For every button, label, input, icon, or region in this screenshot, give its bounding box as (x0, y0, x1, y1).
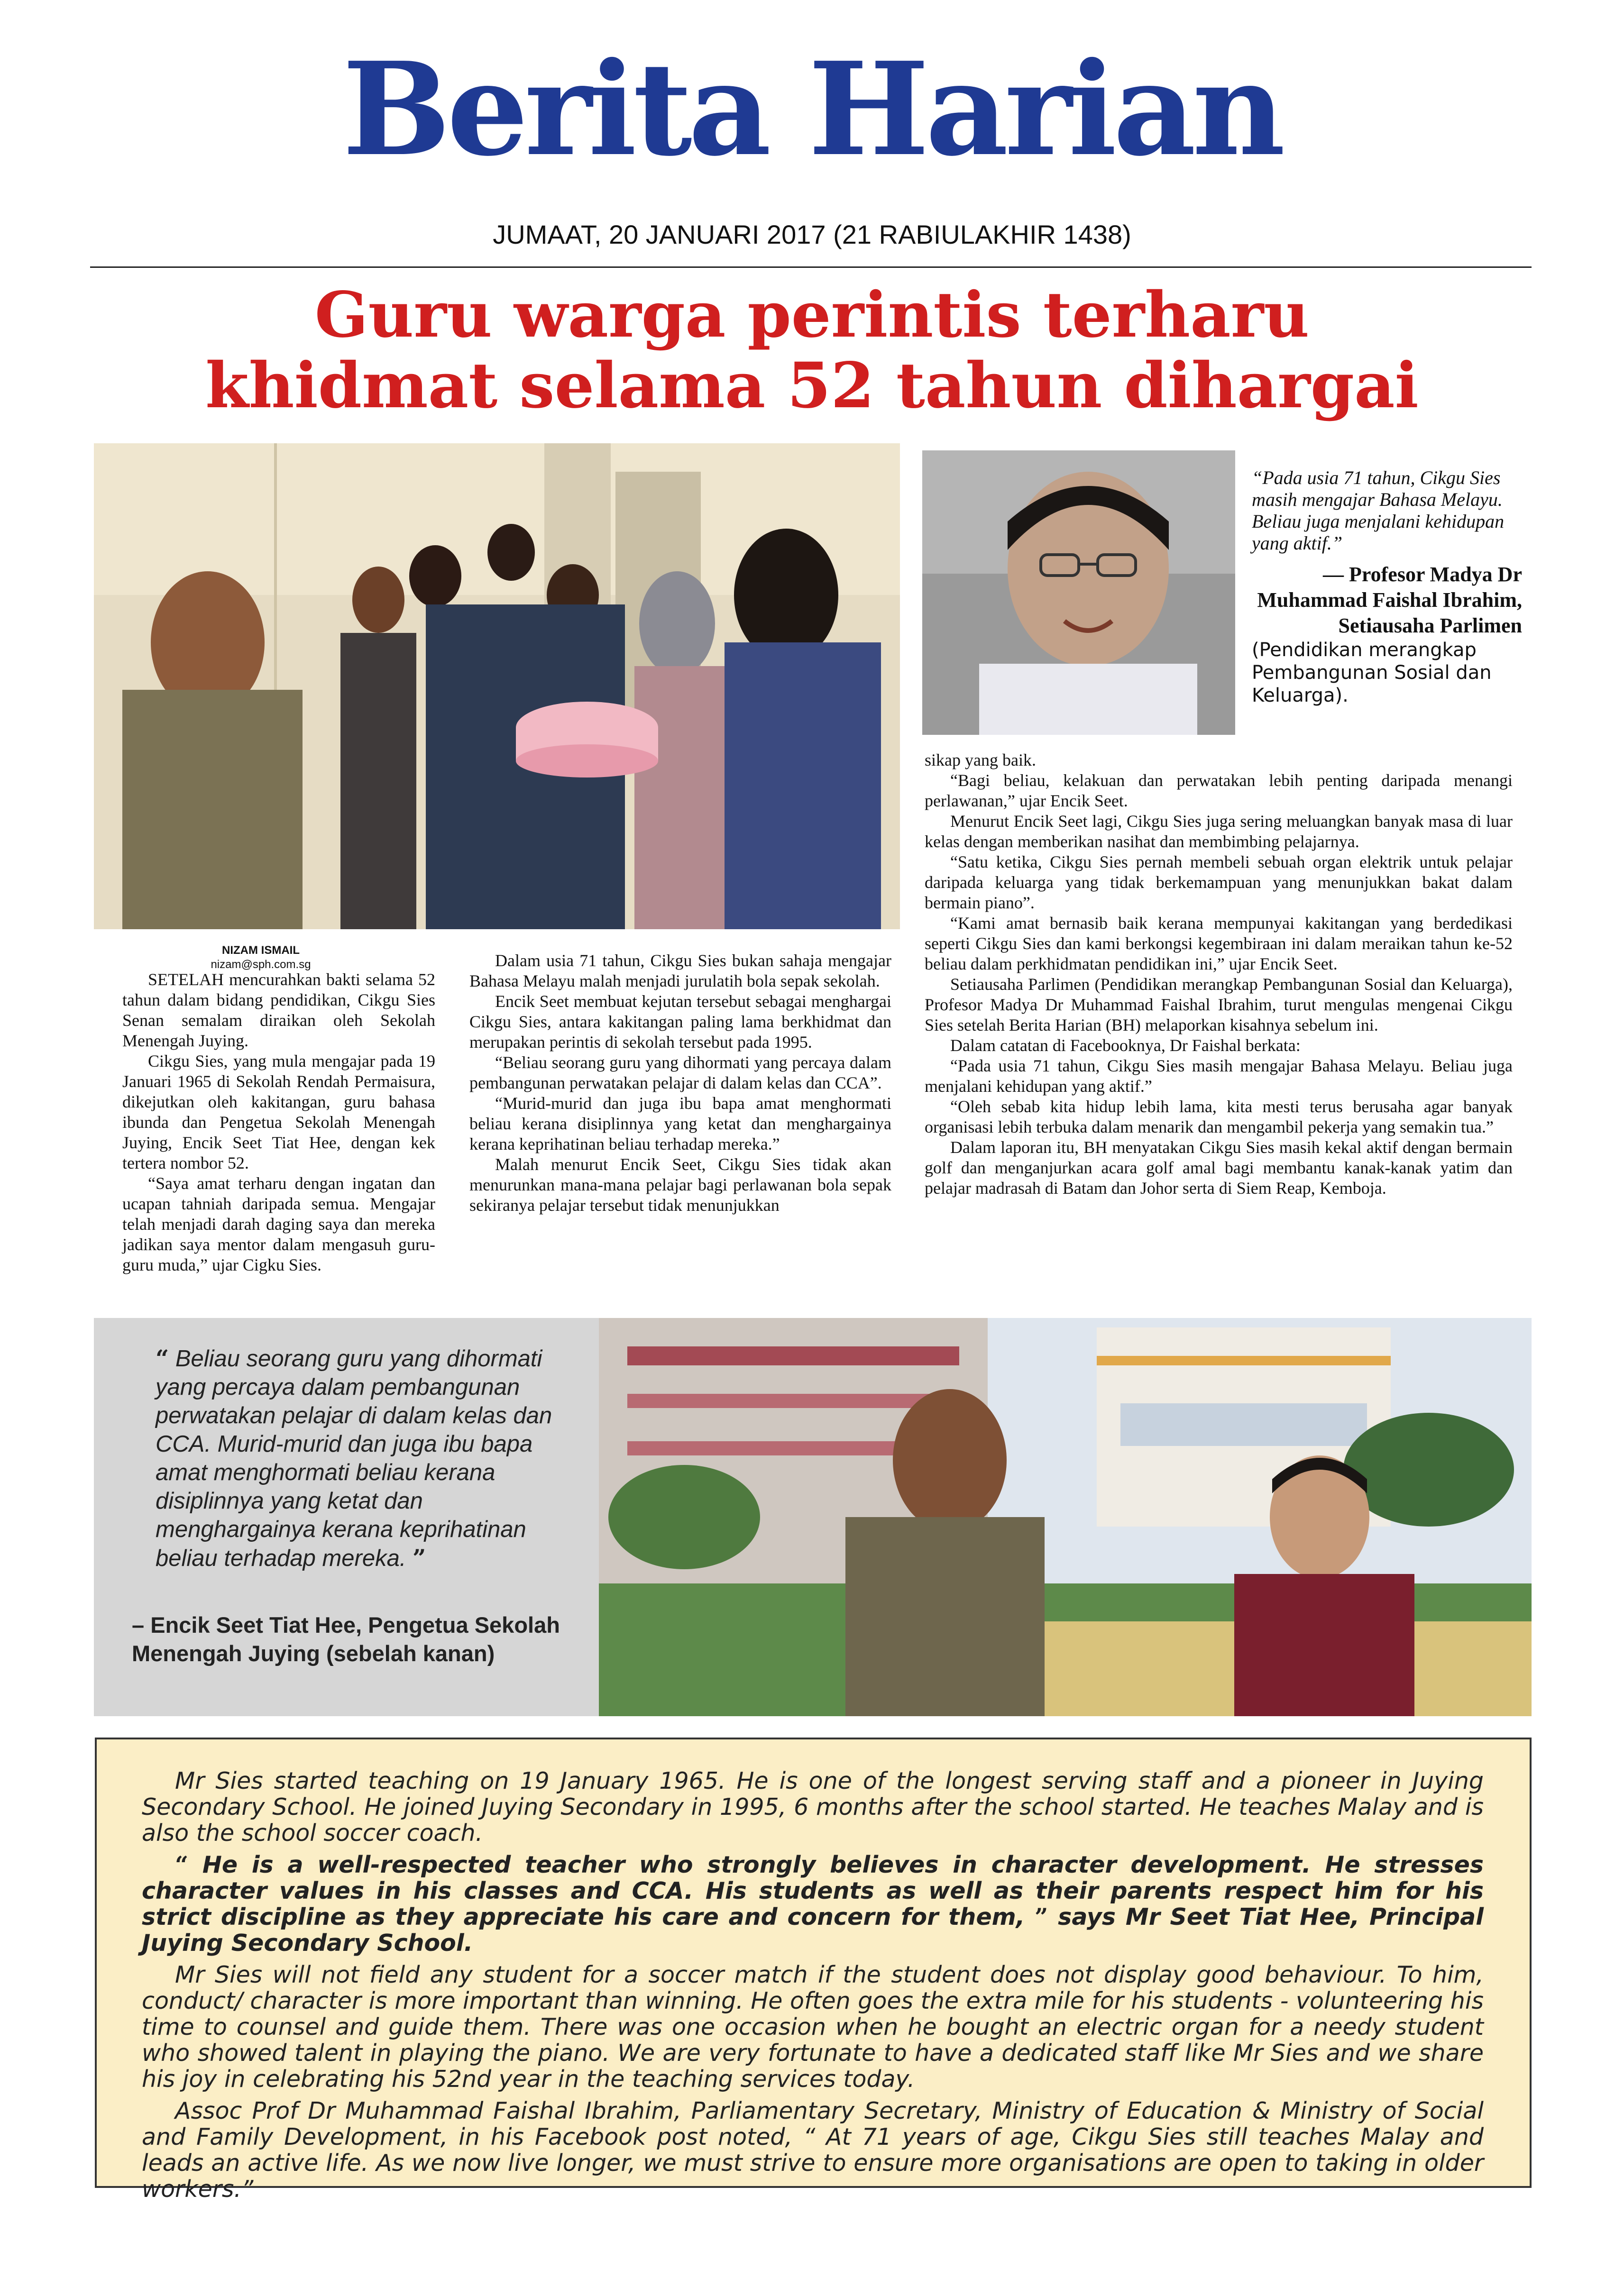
paragraph: “Beliau seorang guru yang dihormati yang percaya dalam pembangunan perwatakan pelajar di dalam kelas dan CCA”. (469, 1053, 891, 1092)
sidebar-attribution-department: (Pendidikan merangkap Pembangunan Sosial dan Keluarga). (1252, 639, 1492, 706)
paragraph: Dalam catatan di Facebooknya, Dr Faishal berkata: (950, 1036, 1301, 1055)
quote-box (94, 1318, 599, 1716)
article-column-1 (122, 970, 435, 1275)
headline-line-2: khidmat selama 52 tahun dihargai (205, 349, 1419, 423)
english-quote: He is a well-respected teacher who strongly believes in character development. He stresses character values in his classes and CCA. His students as well as their parents respect him for his strict discipline as they appreciate his care and concern for them, (142, 1851, 1484, 1930)
paragraph: Malah menurut Encik Seet, Cikgu Sies tidak akan menurunkan mana-mana pelajar bagi perlawanan bola sepak sekiranya pelajar tersebut tidak menunjukkan (469, 1155, 891, 1215)
paragraph: sikap yang baik. (925, 750, 1036, 769)
portrait-photo (922, 450, 1235, 735)
paragraph: “Oleh sebab kita hidup lebih lama, kita mesti terus berusaha agar banyak organisasi lebih terbuka dalam menarik dan mengambil pekerja yang semakin tua.” (925, 1097, 1513, 1136)
paragraph: Encik Seet membuat kejutan tersebut sebagai menghargai Cikgu Sies, antara kakitangan paling lama berkhidmat dan merupakan perintis di sekolah tersebut pada 1995. (469, 992, 891, 1052)
paragraph: “Satu ketika, Cikgu Sies pernah membeli sebuah organ elektrik untuk pelajar daripada keluarga yang tidak berkemampuan yang menunjukkan bakat dalam bermain piano”. (925, 852, 1513, 912)
english-quote-attribution: says Mr Seet Tiat Hee, Principal Juying Secondary School. (142, 1903, 1484, 1957)
quote-open-mark: “ (175, 1851, 189, 1878)
paragraph: “Pada usia 71 tahun, Cikgu Sies masih mengajar Bahasa Melayu. Beliau juga menjalani kehidupan yang aktif.” (925, 1056, 1513, 1096)
paragraph: SETELAH mencurahkan bakti selama 52 tahun dalam bidang pendidikan, Cikgu Sies Senan semalam diraikan oleh Sekolah Menengah Juying. (122, 970, 435, 1050)
headline (0, 280, 1624, 421)
sidebar-quote: “Pada usia 71 tahun, Cikgu Sies masih mengajar Bahasa Melayu. Beliau juga menjalani kehidupan yang aktif.” (1252, 467, 1505, 554)
quote-box-text (156, 1344, 582, 1573)
paragraph: Dalam usia 71 tahun, Cikgu Sies bukan sahaja mengajar Bahasa Melayu malah menjadi jurulatih bola sepak sekolah. (469, 951, 891, 990)
photo-credit (95, 943, 427, 972)
principal-photo (599, 1318, 1532, 1716)
english-summary-box (95, 1738, 1532, 2203)
quote-open-mark: “ (156, 1345, 169, 1372)
english-paragraph-1: Mr Sies started teaching on 19 January 1965. He is one of the longest serving staff and a pioneer in Juying Secondary School. He joined Juying Secondary in 1995, 6 months after the school started. He teaches Malay and is also the school soccer coach. (142, 1767, 1484, 1847)
english-paragraph-4: Assoc Prof Dr Muhammad Faishal Ibrahim, Parliamentary Secretary, Ministry of Education & Ministry of Social and Family Development, in his Facebook post noted, “ At 71 years of age, Cikgu Sies still teaches Malay and leads an active life. As we now live longer, we must strive to ensure more organisations are open to taking in older workers.” (142, 2097, 1484, 2203)
paragraph: Cikgu Sies, yang mula mengajar pada 19 Januari 1965 di Sekolah Rendah Permaisura, dikejutkan oleh kakitangan, guru bahasa ibunda dan Pengetua Sekolah Menengah Juying, Encik Seet Tiat Hee, dengan kek tertera nombor 52. (122, 1052, 435, 1172)
headline-line-1: Guru warga perintis terharu (314, 278, 1310, 352)
english-summary-text (142, 1768, 1484, 2208)
article-column-3 (925, 750, 1513, 1198)
quote-box-attribution: – Encik Seet Tiat Hee, Pengetua Sekolah Menengah Juying (sebelah kanan) (132, 1612, 560, 1666)
photo-credit-email: nizam@sph.com.sg (211, 958, 311, 971)
dateline: JUMAAT, 20 JANUARI 2017 (21 RABIULAKHIR 1438) (493, 220, 1131, 249)
paragraph: Menurut Encik Seet lagi, Cikgu Sies juga sering meluangkan banyak masa di luar kelas dengan memberikan nasihat dan membimbing pelajarnya. (925, 812, 1513, 851)
sidebar-attribution-name: — Profesor Madya Dr Muhammad Faishal Ibrahim, Setiausaha Parlimen (1257, 563, 1522, 637)
quote-close-mark: ” (413, 1544, 426, 1572)
header-rule (90, 266, 1532, 268)
paragraph: “Kami amat bernasib baik kerana mempunyai kakitangan yang berdedikasi seperti Cikgu Sies dan kami berkongsi kegembiraan ini dalam meraikan tahun ke-52 beliau dalam perkhidmatan pendidikan ini,” ujar Encik Seet. (925, 914, 1513, 973)
paragraph: Dalam laporan itu, BH menyatakan Cikgu Sies masih kekal aktif dengan bermain golf dan menganjurkan acara golf amal bagi membantu kanak-kanak yatim dan pelajar madrasah di Batam dan Johor serta di Siem Reap, Kemboja. (925, 1138, 1513, 1198)
quote-box-body: Beliau seorang guru yang dihormati yang percaya dalam pembangunan perwatakan pelajar di dalam kelas dan CCA. Murid-murid dan juga ibu bapa amat menghormati beliau kerana disiplinnya yang ketat dan menghargainya kerana keprihatinan beliau terhadap mereka. (156, 1346, 552, 1571)
quote-close-mark: ” (1035, 1903, 1048, 1930)
english-paragraph-3: Mr Sies will not field any student for a soccer match if the student does not display good behaviour. To him, conduct/ character is more important than winning. He often goes the extra mile for his students - volunteering his time to counsel and guide them. There was one occasion when he bought an electric organ for a needy student who showed talent in playing the piano. We are very fortunate to have a dedicated staff like Mr Sies and we share his joy in celebrating his 52nd year in the teaching services today. (142, 1961, 1484, 2093)
celebration-photo (94, 443, 900, 929)
sidebar-attribution (1242, 562, 1522, 707)
paragraph: “Murid-murid dan juga ibu bapa amat menghormati beliau kerana disiplinnya yang ketat dan menghargainya kerana keprihatinan beliau terhadap mereka.” (469, 1094, 891, 1153)
photo-credit-name: NIZAM ISMAIL (222, 944, 300, 957)
paragraph: “Bagi beliau, kelakuan dan perwatakan lebih penting daripada menangi perlawanan,” ujar Encik Seet. (925, 771, 1513, 810)
paragraph: “Saya amat terharu dengan ingatan dan ucapan tahniah daripada semua. Mengajar telah menjadi darah daging saya dan mereka jadikan saya mentor dalam mengasuh guru-guru muda,” ujar Cigku Sies. (122, 1174, 435, 1274)
english-paragraph-2 (142, 1852, 1484, 1956)
article-column-2 (469, 951, 891, 1216)
paragraph: Setiausaha Parlimen (Pendidikan merangkap Pembangunan Sosial dan Keluarga), Profesor Madya Dr Muhammad Faishal Ibrahim, turut mengulas mengenai Cikgu Sies setelah Berita Harian (BH) melaporkan kisahnya sebelum ini. (925, 975, 1513, 1034)
masthead: Berita Harian (342, 34, 1282, 184)
